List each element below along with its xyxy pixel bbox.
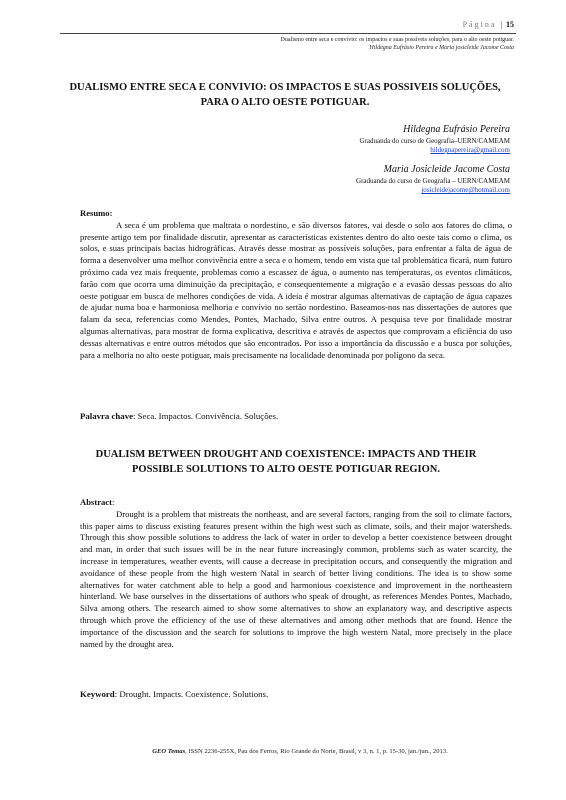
page-number: 15 <box>506 20 514 29</box>
author-affiliation: Graduanda do curso de Geografia–UERN/CAMEAM <box>359 137 510 145</box>
abstract-text: Drought is a problem that mistreats the northeast, and are several factors, ranging from the soil to climate factors, this paper aims to discuss existing features present within the high west such as climate, soils, and their major watersheds. Through this show possible solutions to address the lack of water in order to develop a better coexistence between drought and man, in order that such issues will be in the near future increasingly common, problems such as water scarcity, the increase in temperatures, weather events, will cause a decrease in precipitation occurs, and consequently the migration and avoidance of these people from the high western Natal in search of better living conditions. The idea is to show some alternatives for water catchment able to help a good and harmonious coexistence and improvement in the northeastern hinterland. We base ourselves in the dissertations of authors who speak of drought, as references Mendes Pontes, Machado, Silva among others. The research aimed to show some alternatives to show an explanatory way, and descriptive aspects through which prove the efficiency of the use of these alternatives and among other methods that are found. Hence the importance of the discussion and the search for solutions to improve the high western Natal, more precisely in the place named by the drought area. <box>80 508 512 649</box>
paper-title-pt: DUALISMO ENTRE SECA E CONVIVIO: OS IMPACTOS E SUAS POSSIVEIS SOLUÇÕES, PARA O ALTO OESTE POTIGUAR. <box>69 82 501 108</box>
abstract-label: Abstract <box>80 497 112 507</box>
resumo-section <box>80 208 512 361</box>
author-email-link[interactable]: josicleidejacome@hotmail.com <box>421 186 510 194</box>
paper-title-en: DUALISM BETWEEN DROUGHT AND COEXISTENCE: IMPACTS AND THEIR POSSIBLE SOLUTIONS TO ALTO OESTE POTIGUAR REGION. <box>95 449 477 475</box>
author-email-link[interactable]: hildegnapereira@gmail.com <box>430 146 510 154</box>
author-block-1 <box>250 124 510 154</box>
page-number-header <box>463 20 514 29</box>
resumo-text: A seca é um problema que maltrata o nordestino, e são diversos fatores, vai desde o solo aos fatores do clima, o presente artigo tem por finalidade discutir, apresentar as características existentes dentro do alto oeste tais como o clima, os solos, e suas principais bacias hidrográficas. Através desse mostrar as possíveis soluções, para enfrentar a falta de água de forma a desenvolver uma melhor convivência entre a seca e o homem, tendo em vista que tal problemática ficará, num futuro próximo cada vez mais frequente, problemas como a escassez de água, o aumento nas temperaturas, os eventos climáticos, farão com que ocorra uma diminuição da precipitação, e consequentemente a migração e a evasão dessas pessoas do alto oeste potiguar em busca de melhores condições de vida. A ideia é mostrar algumas alternativas de captação de água capazes de ajudar numa boa e harmoniosa melhoria e convívio no sertão nordestino. Baseamos-nos nas dissertações de autores que falam da seca, referencias como Mendes, Pontes, Machado, Silva entre outros. A pesquisa teve por finalidade mostrar algumas alternativas, para mostrar de forma explicativa, descritiva e através de aspectos que comprovam a eficiência do uso dessas alternativas e entre outros métodos que são encontrados. Por isso a importância da discussão e a busca por soluções, para a melhoria no alto oeste potiguar, mais precisamente na localidade denominada por polígono da seca. <box>80 219 512 360</box>
page-separator: | <box>500 20 502 29</box>
page-footer <box>80 748 520 755</box>
abstract-label-suffix: : <box>111 497 115 507</box>
running-title: Dualismo entre seca e convívio: os impactos e suas possíveis soluções, para o alto oeste potiguar. <box>280 37 514 43</box>
journal-logo: GEO Temas <box>152 748 186 755</box>
header-rule <box>60 33 516 34</box>
author-block-2 <box>250 164 510 194</box>
keywords-pt <box>80 411 512 421</box>
keywords-en-label: Keyword <box>80 689 115 699</box>
resumo-label: Resumo: <box>80 208 113 218</box>
keywords-pt-text: : Seca. Impactos. Convivência. Soluções. <box>133 411 279 421</box>
author-affiliation: Graduanda do curso de Geografia – UERN/CAMEAM <box>356 177 510 185</box>
running-authors: Hildegna Eufrásio Pereira e Maria josicleide Jacome Costa <box>369 45 514 51</box>
author-name: Hildegna Eufrásio Pereira <box>403 124 510 135</box>
footer-citation: , ISSN 2236-255X, Pau dos Ferros, Rio Grande do Norte, Brasil, v 3, n. 1, p. 15-30, jan./jun., 2013. <box>185 748 448 755</box>
keywords-en-text: : Drought. Impacts. Coexistence. Solutions. <box>114 689 269 699</box>
keywords-en <box>80 689 512 699</box>
author-name: Maria Josicleide Jacome Costa <box>383 164 510 175</box>
page-word: Página <box>462 20 497 29</box>
keywords-pt-label: Palavra chave <box>80 411 134 421</box>
abstract-section <box>80 497 512 650</box>
